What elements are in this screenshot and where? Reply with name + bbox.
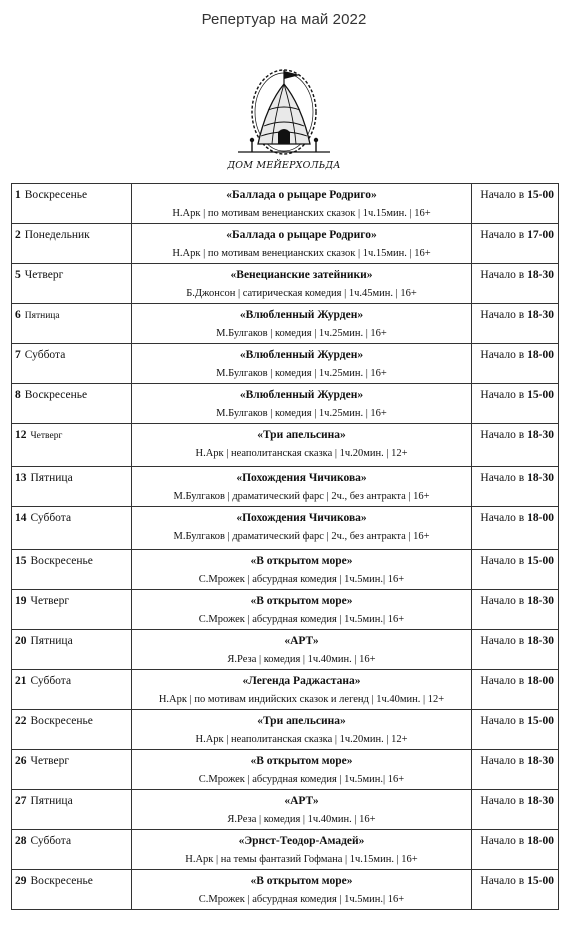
day-number: 12 [15,429,27,441]
date-cell [12,590,132,630]
show-cell [132,184,472,224]
time-prefix: Начало в [480,229,525,241]
start-time: 18-30 [527,755,554,767]
start-time: 15-00 [527,189,554,201]
time-prefix: Начало в [480,875,525,887]
show-info: С.Мрожек | абсурдная комедия | 1ч.5мин.| 16+ [198,894,405,905]
time-cell [472,790,559,830]
show-title: «Баллада о рыцаре Родриго» [226,229,377,241]
time-prefix: Начало в [480,472,525,484]
date-cell [12,424,132,467]
day-number: 8 [15,389,21,401]
page-title: Репертуар на май 2022 [201,11,367,28]
time-cell [472,424,559,467]
time-prefix: Начало в [480,795,525,807]
time-cell [472,750,559,790]
show-cell [132,750,472,790]
show-cell [132,304,472,344]
day-number: 13 [15,472,27,484]
show-cell [132,870,472,910]
weekday: Суббота [30,675,72,687]
date-cell [12,507,132,550]
date-cell [12,830,132,870]
show-title: «Похождения Чичикова» [236,472,367,484]
show-info: Н.Арк | по мотивам венецианских сказок | 1ч.15мин. | 16+ [172,248,431,259]
show-title: «Венецианские затейники» [230,269,373,281]
start-time: 15-00 [527,555,554,567]
date-cell [12,467,132,507]
start-time: 15-00 [527,875,554,887]
weekday: Пятница [30,472,73,484]
start-time: 18-30 [527,309,554,321]
show-info: Н.Арк | неаполитанская сказка | 1ч.20мин. | 12+ [195,448,408,459]
show-title: «В открытом море» [250,595,353,607]
weekday: Воскресенье [24,189,88,201]
show-title: «Влюбленный Журден» [239,349,364,361]
time-cell [472,224,559,264]
schedule-row [12,710,559,750]
show-info: Н.Арк | по мотивам индийских сказок и легенд | 1ч.40мин. | 12+ [158,694,445,705]
show-info: Я.Реза | комедия | 1ч.40мин. | 16+ [227,654,376,665]
time-prefix: Начало в [480,512,525,524]
time-cell [472,830,559,870]
day-number: 22 [15,715,27,727]
day-number: 21 [15,675,27,687]
day-number: 28 [15,835,27,847]
schedule-row [12,750,559,790]
start-time: 18-30 [527,595,554,607]
time-cell [472,344,559,384]
start-time: 18-30 [527,269,554,281]
date-cell [12,304,132,344]
weekday: Суббота [30,835,72,847]
schedule-body [12,184,559,910]
show-info: Н.Арк | на темы фантазий Гофмана | 1ч.15мин. | 16+ [185,854,418,865]
schedule-row [12,630,559,670]
schedule-row [12,184,559,224]
date-cell [12,224,132,264]
show-cell [132,830,472,870]
show-info: М.Булгаков | комедия | 1ч.25мин. | 16+ [216,368,387,379]
weekday: Воскресенье [30,555,93,567]
show-title: «АРТ» [284,635,319,647]
time-cell [472,590,559,630]
show-info: М.Булгаков | комедия | 1ч.25мин. | 16+ [216,408,387,419]
weekday: Воскресенье [30,875,93,887]
schedule-row [12,384,559,424]
show-cell [132,344,472,384]
weekday: Четверг [30,755,70,767]
show-cell [132,424,472,467]
show-title: «Эрнст-Теодор-Амадей» [238,835,365,847]
show-title: «Влюбленный Журден» [239,389,364,401]
schedule-row [12,224,559,264]
day-number: 6 [15,309,21,321]
show-title: «АРТ» [284,795,319,807]
show-title: «Похождения Чичикова» [236,512,367,524]
show-info: М.Булгаков | драматический фарс | 2ч., без антракта | 16+ [173,491,430,502]
weekday: Воскресенье [24,389,88,401]
day-number: 29 [15,875,27,887]
start-time: 18-00 [527,349,554,361]
start-time: 18-00 [527,675,554,687]
time-prefix: Начало в [480,675,525,687]
show-info: Б.Джонсон | сатирическая комедия | 1ч.45мин. | 16+ [186,288,417,299]
schedule-row [12,870,559,910]
weekday: Суббота [24,349,66,361]
day-number: 26 [15,755,27,767]
start-time: 15-00 [527,389,554,401]
day-number: 27 [15,795,27,807]
time-cell [472,264,559,304]
date-cell [12,870,132,910]
show-info: С.Мрожек | абсурдная комедия | 1ч.5мин.| 16+ [198,774,405,785]
time-prefix: Начало в [480,349,525,361]
show-title: «Три апельсина» [257,715,346,727]
day-number: 15 [15,555,27,567]
show-cell [132,507,472,550]
weekday: Пятница [30,795,73,807]
date-cell [12,710,132,750]
time-prefix: Начало в [480,389,525,401]
time-cell [472,550,559,590]
show-info: Н.Арк | по мотивам венецианских сказок | 1ч.15мин. | 16+ [172,208,431,219]
show-info: Н.Арк | неаполитанская сказка | 1ч.20мин. | 12+ [195,734,408,745]
time-cell [472,710,559,750]
time-prefix: Начало в [480,555,525,567]
date-cell [12,750,132,790]
start-time: 18-30 [527,472,554,484]
show-cell [132,264,472,304]
logo-text: ДОМ МЕЙЕРХОЛЬДА [227,160,341,171]
day-number: 19 [15,595,27,607]
show-title: «Влюбленный Журден» [239,309,364,321]
schedule-row [12,670,559,710]
time-cell [472,184,559,224]
day-number: 20 [15,635,27,647]
start-time: 18-30 [527,429,554,441]
show-cell [132,790,472,830]
schedule-row [12,264,559,304]
show-cell [132,550,472,590]
day-number: 5 [15,269,21,281]
start-time: 18-00 [527,512,554,524]
day-number: 7 [15,349,21,361]
date-cell [12,670,132,710]
date-cell [12,264,132,304]
schedule-row [12,507,559,550]
time-cell [472,384,559,424]
theatre-tent-logo-icon [224,66,344,166]
show-info: Я.Реза | комедия | 1ч.40мин. | 16+ [227,814,376,825]
show-cell [132,630,472,670]
start-time: 18-30 [527,635,554,647]
time-cell [472,304,559,344]
weekday: Пятница [24,311,60,321]
date-cell [12,550,132,590]
repertoire-table [11,183,559,910]
show-cell [132,224,472,264]
show-info: М.Булгаков | комедия | 1ч.25мин. | 16+ [216,328,387,339]
weekday: Воскресенье [30,715,93,727]
show-info: С.Мрожек | абсурдная комедия | 1ч.5мин.| 16+ [198,574,405,585]
show-cell [132,710,472,750]
day-number: 14 [15,512,27,524]
schedule-row [12,424,559,467]
start-time: 15-00 [527,715,554,727]
day-number: 2 [15,229,21,241]
schedule-row [12,830,559,870]
weekday: Пятница [30,635,73,647]
schedule-row [12,790,559,830]
schedule-row [12,590,559,630]
date-cell [12,384,132,424]
weekday: Четверг [30,595,70,607]
start-time: 18-30 [527,795,554,807]
schedule-row [12,304,559,344]
time-prefix: Начало в [480,429,525,441]
weekday: Понедельник [24,229,90,241]
time-prefix: Начало в [480,189,525,201]
date-cell [12,184,132,224]
time-cell [472,630,559,670]
show-title: «В открытом море» [250,555,353,567]
show-info: М.Булгаков | драматический фарс | 2ч., без антракта | 16+ [173,531,430,542]
date-cell [12,630,132,670]
show-title: «В открытом море» [250,755,353,767]
theatre-logo [224,66,344,178]
time-prefix: Начало в [480,835,525,847]
time-prefix: Начало в [480,635,525,647]
schedule-row [12,344,559,384]
show-title: «Баллада о рыцаре Родриго» [226,189,377,201]
time-cell [472,870,559,910]
schedule-row [12,550,559,590]
time-prefix: Начало в [480,595,525,607]
start-time: 18-00 [527,835,554,847]
time-cell [472,670,559,710]
weekday: Четверг [30,431,63,441]
show-title: «Три апельсина» [257,429,346,441]
time-cell [472,467,559,507]
time-prefix: Начало в [480,715,525,727]
show-cell [132,670,472,710]
time-prefix: Начало в [480,755,525,767]
date-cell [12,790,132,830]
time-cell [472,507,559,550]
time-prefix: Начало в [480,309,525,321]
show-title: «В открытом море» [250,875,353,887]
show-info: С.Мрожек | абсурдная комедия | 1ч.5мин.| 16+ [198,614,405,625]
schedule-row [12,467,559,507]
time-prefix: Начало в [480,269,525,281]
weekday: Суббота [30,512,72,524]
show-title: «Легенда Раджастана» [242,675,361,687]
show-cell [132,384,472,424]
start-time: 17-00 [527,229,554,241]
date-cell [12,344,132,384]
weekday: Четверг [24,269,64,281]
show-cell [132,467,472,507]
day-number: 1 [15,189,21,201]
show-cell [132,590,472,630]
